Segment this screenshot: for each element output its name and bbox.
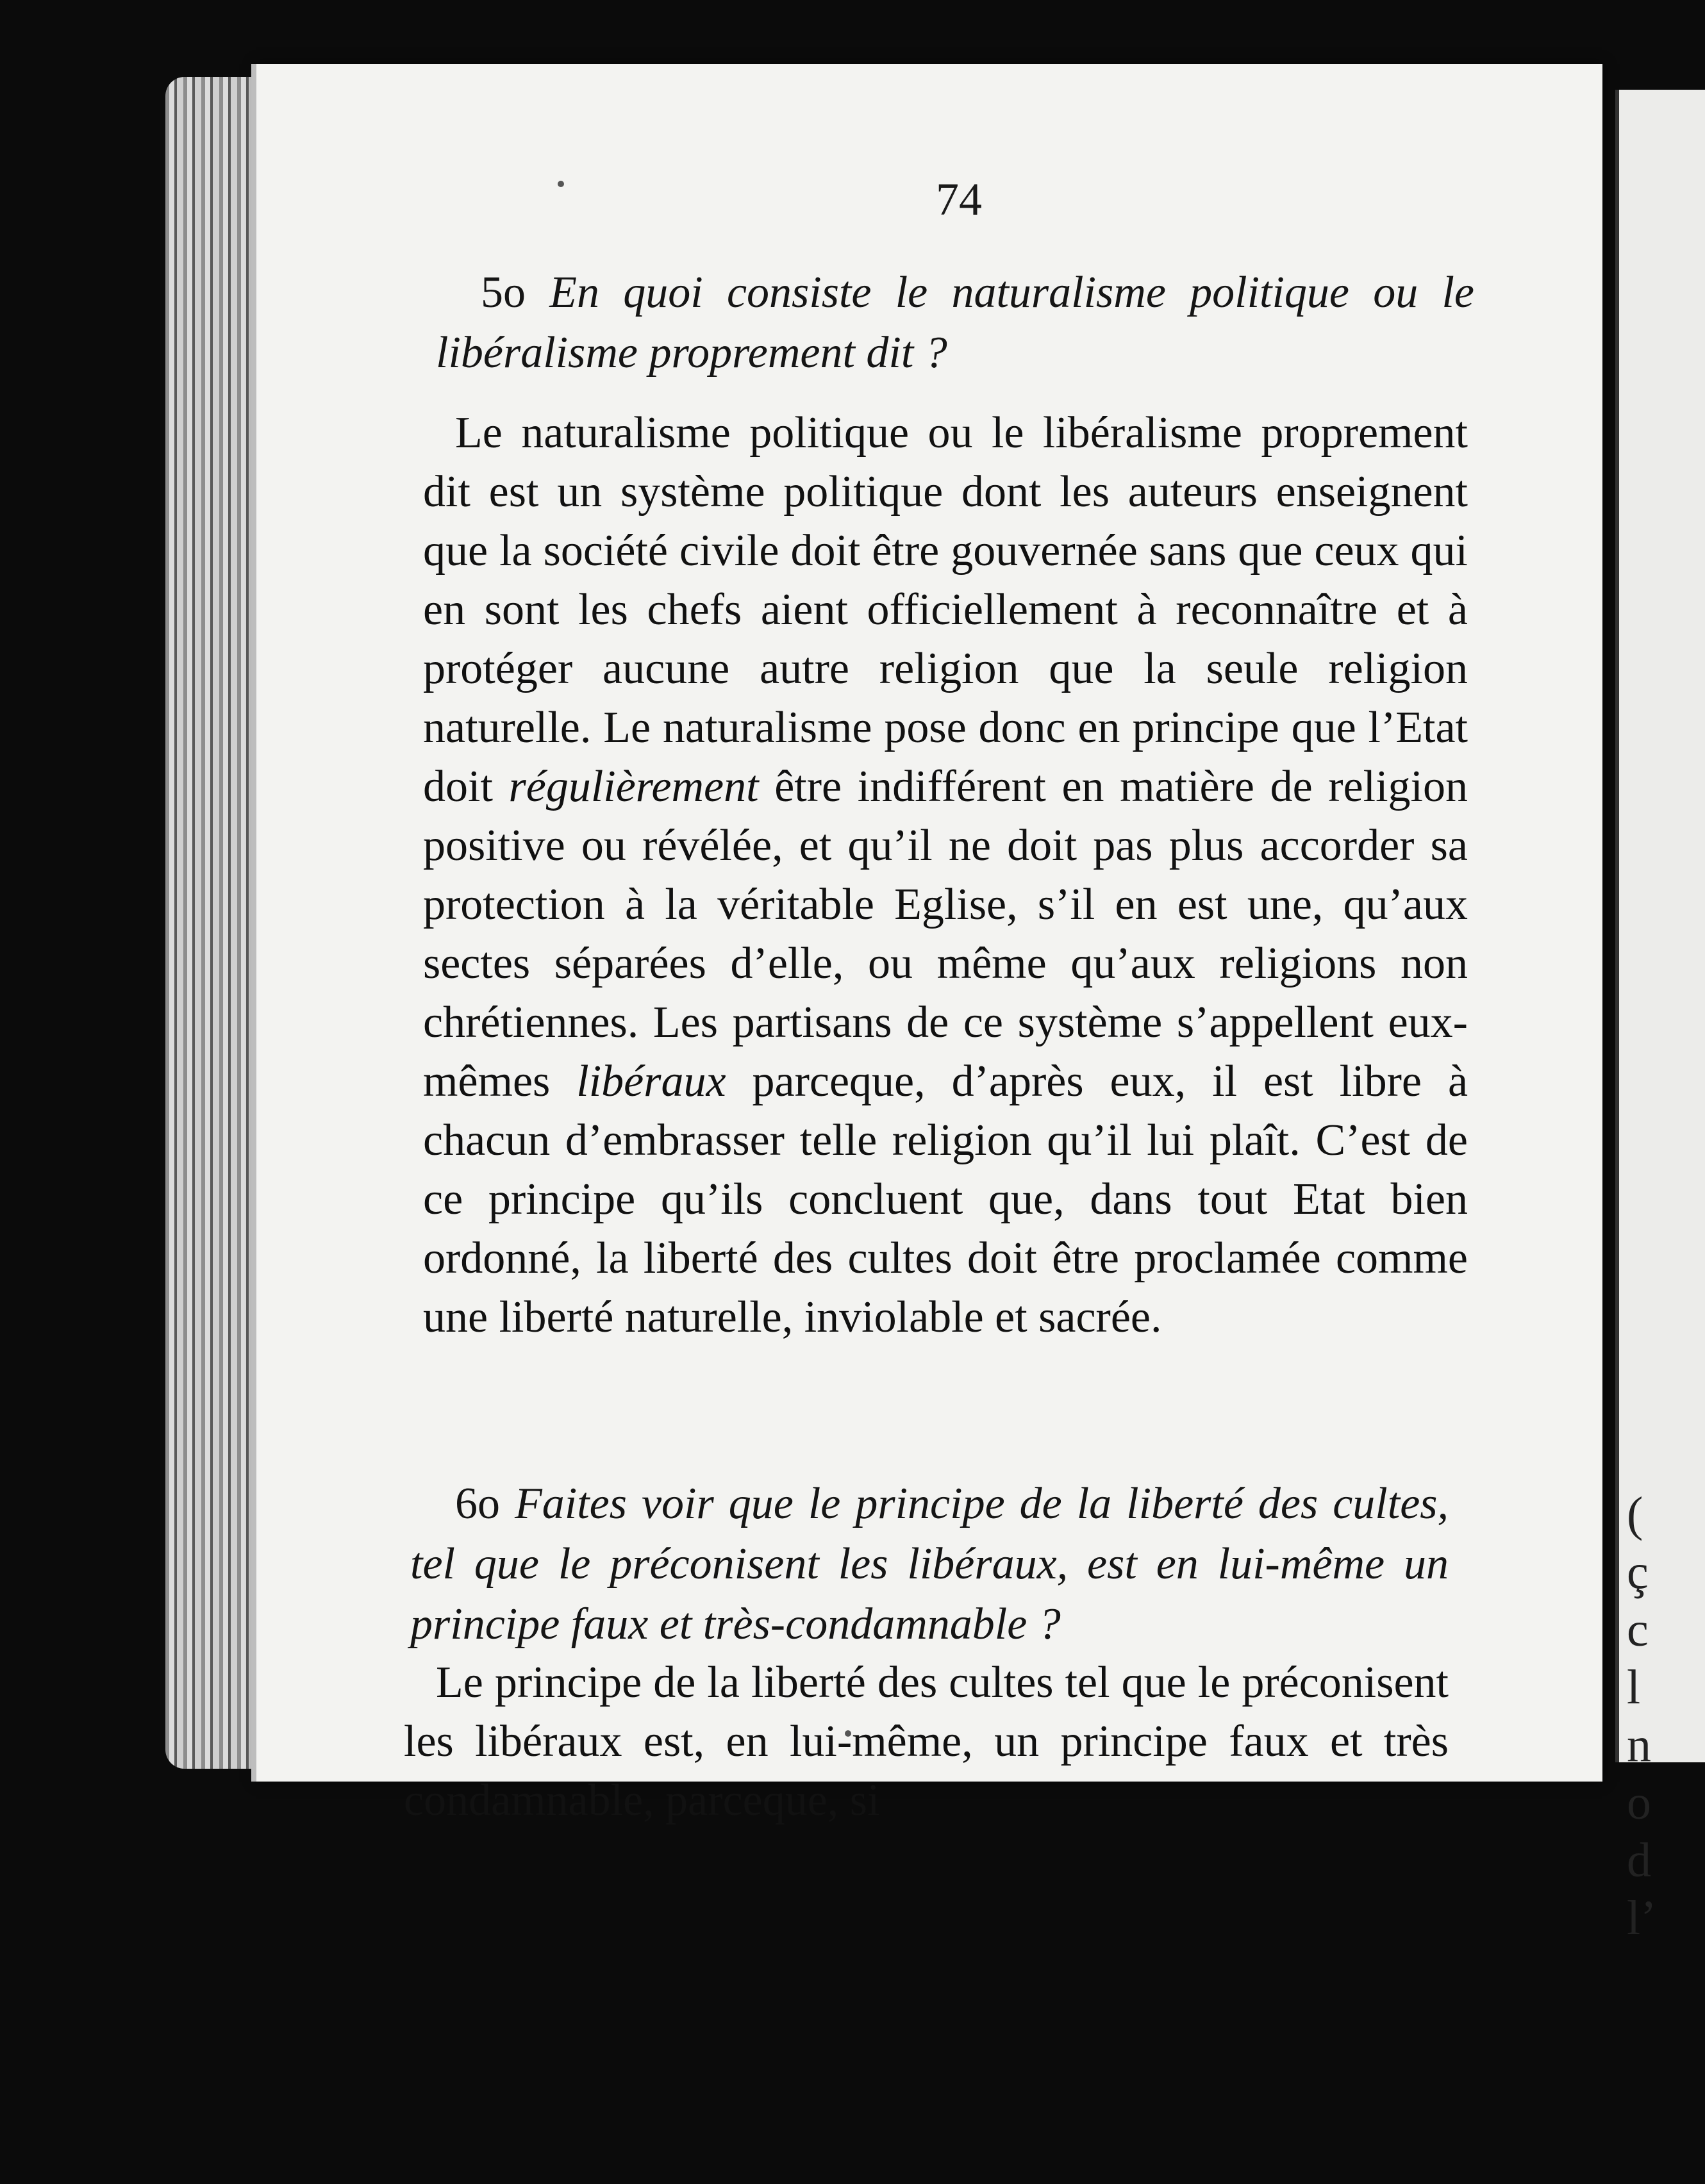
question-text: Faites voir que le principe de la liberté des cultes, tel que le préconisent les libéraux, est en lui-même un principe faux et très-condamnable ? <box>410 1479 1449 1649</box>
question-text: En quoi consiste le naturalisme politique ou le libéralisme proprement dit ? <box>436 268 1475 377</box>
next-page-fragment: ( <box>1627 1487 1643 1541</box>
answer-text: être indifférent en matière de religion positive ou révélée, et qu’il ne doit pas plus accorder sa protection à la véritable Eglise, s’il en est une, qu’aux sectes séparées d’elle, ou même qu’aux religions non chrétiennes. Les partisans de ce système s’appellent eux-mêmes <box>423 762 1468 1106</box>
question-6 <box>410 1474 1449 1655</box>
next-page-fragment: d <box>1627 1833 1651 1887</box>
answer-text: parceque, d’après eux, il est libre à chacun d’embrasser telle religion qu’il lui plaît. C’est de ce principe qu’ils concluent que, dans tout Etat bien ordonné, la liberté des cultes doit être proclamée comme une liberté naturelle, inviolable et sacrée. <box>423 1057 1468 1342</box>
question-5 <box>436 263 1474 383</box>
next-page-fragment: ç <box>1627 1545 1649 1599</box>
next-page-fragment: n <box>1627 1718 1651 1772</box>
answer-italic: libéraux <box>576 1057 726 1106</box>
next-page-fragment: l’ <box>1627 1891 1657 1945</box>
answer-text: Le naturalisme politique ou le libéralisme proprement dit est un système politique dont les auteurs enseignent que la société civile doit être gouvernée sans que ceux qui en sont les chefs aient officiellement à reconnaître et à protéger aucune autre religion que la seule religion naturelle. Le naturalisme pose donc en principe que l’Etat doit <box>423 408 1468 811</box>
speck <box>558 181 564 187</box>
answer-6 <box>404 1653 1449 1830</box>
next-page-fragment: c <box>1627 1603 1649 1657</box>
next-page-edge <box>1615 90 1705 1945</box>
page-number: 74 <box>936 174 982 225</box>
question-number: 6o <box>455 1479 500 1528</box>
answer-italic: régulièrement <box>508 762 759 811</box>
question-number: 5o <box>481 268 526 317</box>
next-page-fragment: o <box>1627 1776 1651 1830</box>
answer-text: Le principe de la liberté des cultes tel que le préconisent les libéraux est, en lui-même, un principe faux et très condamnable, parceque, si <box>404 1658 1449 1825</box>
next-page-fragment: l <box>1627 1660 1641 1714</box>
answer-5 <box>423 404 1468 1347</box>
